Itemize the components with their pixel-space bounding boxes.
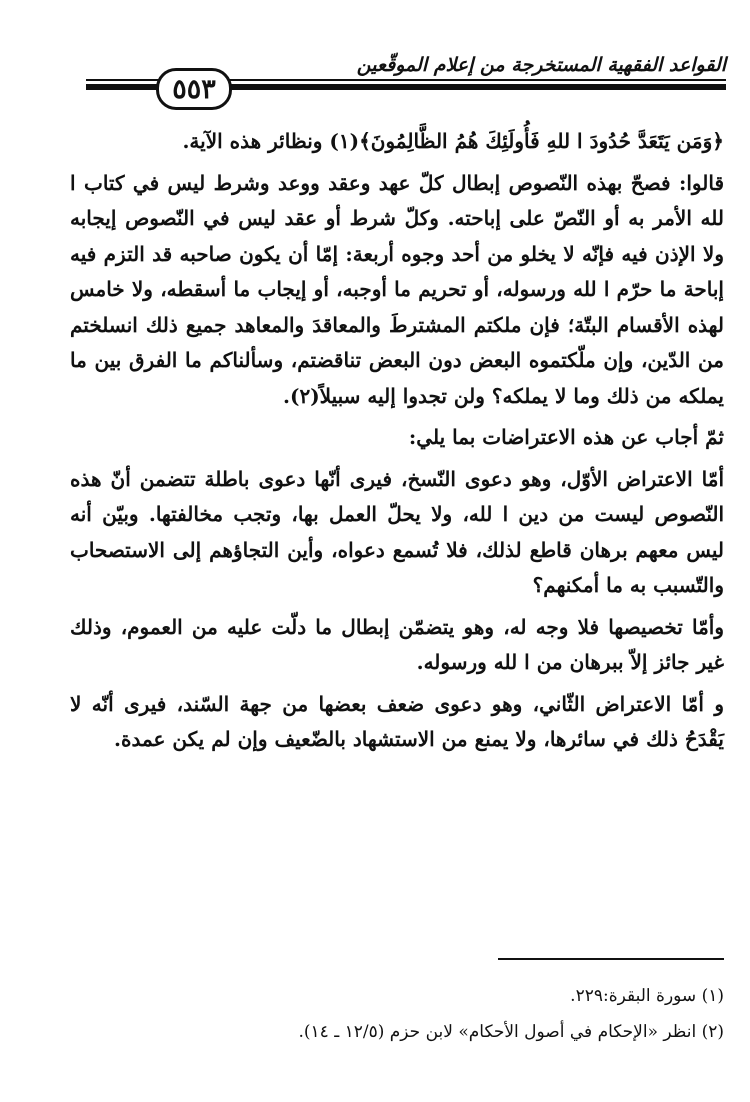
paragraph: وأمّا تخصيصها فلا وجه له، وهو يتضمّن إبطال ما دلّت عليه من العموم، وذلك غير جائز إلاّ ببرهان من ا لله ورسوله. — [70, 614, 724, 674]
paragraph: ثمّ أجاب عن هذه الاعتراضات بما يلي: — [408, 425, 724, 449]
paragraph: أمّا الاعتراض الأوّل، وهو دعوى النّسخ، فيرى أنّها دعوى باطلة تتضمن أنّ هذه النّصوص ليست من دين ا لله، ولا يحلّ العمل بها، وتجب مخالفتها. وبيّن أنه ليس معهم برهان قاطع لذلك، فلا تُسمع دعواه، وأين التجاؤهم إلى الاستصحاب والتّسبب به ما أمكنهم؟ — [70, 466, 724, 597]
footnote: (٢) انظر «الإحكام في أصول الأحكام» لابن حزم (١٢/٥ ـ ١٤). — [298, 1022, 724, 1042]
page-number: ٥٥٣ — [156, 68, 232, 110]
footnote-separator — [498, 958, 724, 960]
footnote: (١) سورة البقرة:٢٢٩. — [570, 986, 724, 1006]
paragraph: و أمّا الاعتراض الثّاني، وهو دعوى ضعف بعضها من جهة السّند، فيرى أنّه لا يَقْدَحُ ذلك في سائرها، ولا يمنع من الاستشهاد بالضّعيف وإن لم يكن عمدة. — [70, 691, 724, 751]
running-title: القواعد الفقهية المستخرجة من إعلام الموقّعين — [356, 54, 726, 76]
paragraph: قالوا: فصحّ بهذه النّصوص إبطال كلّ عهد وعقد ووعد وشرط ليس في كتاب ا لله الأمر به أو النّصّ على إباحته. وكلّ شرط أو عقد ليس في النّصوص إيجابه ولا الإذن فيه فإنّه لا يخلو من أحد وجوه أربعة: إمّا أن يكون صاحبه قد التزم فيه إباحة ما حرّم ا لله ورسوله، أو تحريم ما أوجبه، أو إيجاب ما أسقطه، ولا خامس لهذه الأقسام البتّة؛ فإن ملكتم المشترطَ والمعاقدَ والمعاهد جميع ذلك انسلختم من الدّين، وإن ملّكتموه البعض دون البعض تناقضتم، وسألناكم ما الفرق بين ما يملكه من ذلك وما لا يملكه؟ ولن تجدوا إليه سبيلاً(٢). — [70, 170, 724, 408]
page-header — [86, 0, 726, 110]
main-text — [70, 124, 724, 762]
footnotes — [70, 978, 724, 1050]
paragraph: ﴿وَمَن يَتَعَدَّ حُدُودَ ا للهِ فَأُولَئِكَ هُمُ الظَّالِمُونَ﴾(١) ونظائر هذه الآية. — [182, 129, 724, 153]
